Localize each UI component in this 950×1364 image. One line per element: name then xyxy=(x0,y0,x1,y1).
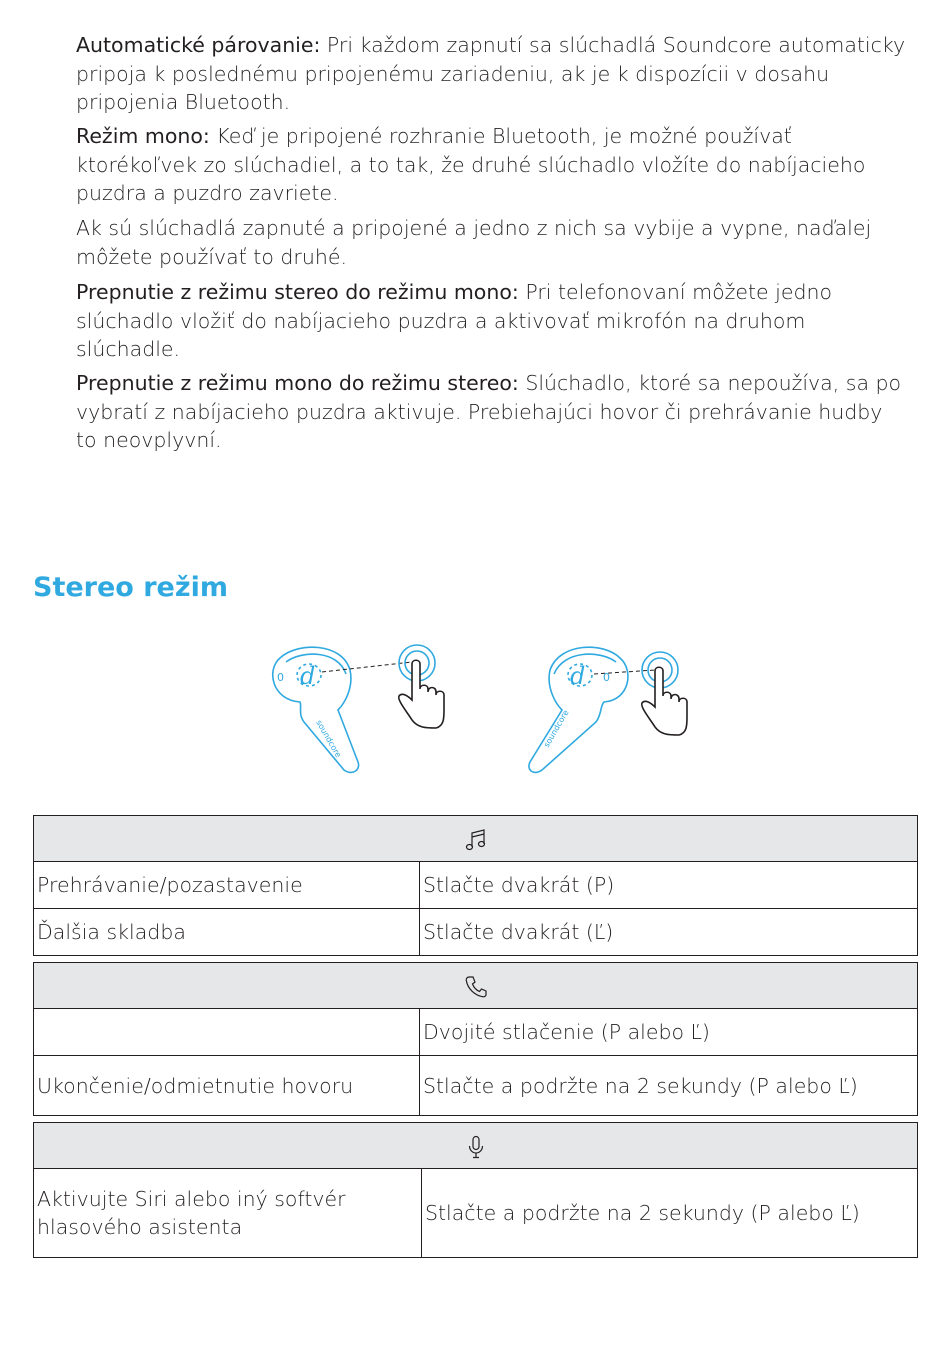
earbud-indicator: 0 xyxy=(277,671,284,684)
paragraph-heading: Prepnutie z režimu mono do režimu stereo: xyxy=(76,371,519,395)
paragraph-text: Pri každom zapnutí sa slúchadlá Soundcore automaticky pripoja k poslednému pripojenému zariadeniu, ak je k dispozícii v dosahu pripojenia Bluetooth. xyxy=(76,33,906,114)
logo-letter: d xyxy=(300,662,316,690)
paragraph-mono-mode xyxy=(76,122,906,208)
earbud-brand-text: soundcore xyxy=(541,708,571,749)
paragraph-text: Pri telefonovaní môžete jedno slúchadlo vložiť do nabíjacieho puzdra a aktivovať mikrofón na druhom slúchadle. xyxy=(76,280,833,361)
action-cell: Ďalšia skladba xyxy=(34,909,420,956)
table-header xyxy=(34,963,918,1009)
control-cell: Stlačte a podržte na 2 sekundy (P alebo Ľ) xyxy=(422,1169,918,1258)
voice-assistant-table xyxy=(33,1122,918,1258)
action-cell: Aktivujte Siri alebo iný softvér hlasového asistenta xyxy=(34,1169,422,1258)
action-cell xyxy=(34,1009,420,1056)
music-note-icon xyxy=(463,827,489,853)
phone-icon xyxy=(463,974,489,1000)
control-cell: Dvojité stlačenie (P alebo Ľ) xyxy=(420,1009,918,1056)
control-cell: Stlačte dvakrát (P) xyxy=(420,862,918,909)
table-row xyxy=(34,1056,918,1116)
right-earbud-tap-illustration xyxy=(520,640,720,780)
control-cell: Stlačte a podržte na 2 sekundy (P alebo Ľ) xyxy=(420,1056,918,1116)
table-row xyxy=(34,862,918,909)
paragraph-auto-pairing xyxy=(76,31,906,117)
call-controls-table xyxy=(33,962,918,1116)
paragraph-battery xyxy=(76,214,906,271)
paragraph-heading: Režim mono: xyxy=(76,124,210,148)
paragraph-text: Ak sú slúchadlá zapnuté a pripojené a jedno z nich sa vybije a vypne, naďalej môžete používať to druhé. xyxy=(76,216,872,269)
microphone-icon xyxy=(463,1134,489,1160)
paragraph-heading: Prepnutie z režimu stereo do režimu mono: xyxy=(76,280,519,304)
table-header xyxy=(34,1123,918,1169)
table-row xyxy=(34,1009,918,1056)
table-row xyxy=(34,1169,918,1258)
paragraph-text: Keď je pripojené rozhranie Bluetooth, je možné používať ktorékoľvek zo slúchadiel, a to tak, že druhé slúchadlo vložíte do nabíjacieho puzdra a puzdro zavriete. xyxy=(76,124,866,205)
pointing-hand-icon xyxy=(399,660,444,728)
action-cell: Ukončenie/odmietnutie hovoru xyxy=(34,1056,420,1116)
earbud-indicator: 0 xyxy=(603,671,610,684)
paragraph-heading: Automatické párovanie: xyxy=(76,33,321,57)
table-row xyxy=(34,909,918,956)
music-controls-table xyxy=(33,815,918,956)
table-header xyxy=(34,816,918,862)
logo-letter: d xyxy=(570,662,586,690)
earbud-brand-text: soundcore xyxy=(314,718,343,760)
paragraph-stereo-to-mono xyxy=(76,278,906,364)
action-cell: Prehrávanie/pozastavenie xyxy=(34,862,420,909)
section-title: Stereo režim xyxy=(33,572,228,603)
paragraph-text: Slúchadlo, ktoré sa nepoužíva, sa po vybratí z nabíjacieho puzdra aktivuje. Prebiehajúci hovor či prehrávanie hudby to neovplyvní. xyxy=(76,371,902,452)
control-cell: Stlačte dvakrát (Ľ) xyxy=(420,909,918,956)
paragraph-mono-to-stereo xyxy=(76,369,906,455)
pointing-hand-icon xyxy=(642,667,687,735)
left-earbud-tap-illustration xyxy=(262,640,462,780)
